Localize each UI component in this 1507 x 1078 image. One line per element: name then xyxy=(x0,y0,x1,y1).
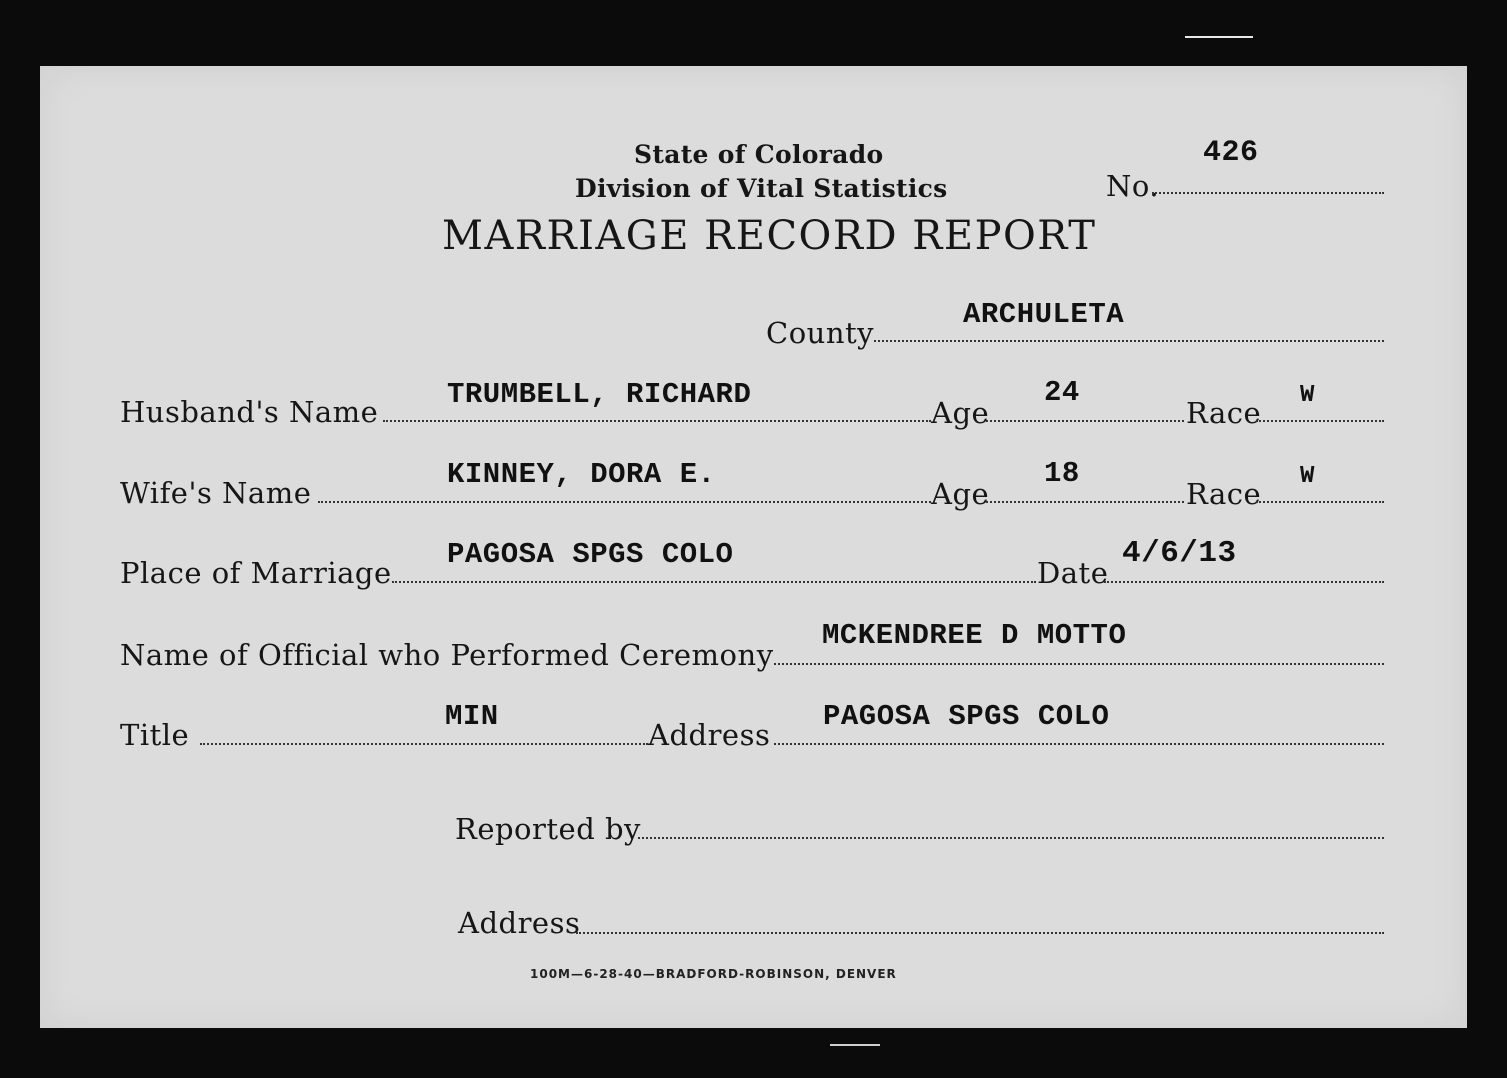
official-line xyxy=(774,663,1384,665)
husband-name-line xyxy=(383,420,931,422)
film-speck xyxy=(1185,36,1253,38)
title-line xyxy=(200,743,648,745)
wife-race-label: Race xyxy=(1186,477,1262,511)
county-line xyxy=(874,340,1384,342)
place-label: Place of Marriage xyxy=(120,556,392,590)
title-label: Title xyxy=(120,718,190,752)
record-number-line xyxy=(1152,192,1384,194)
page-title: MARRIAGE RECORD REPORT xyxy=(442,213,1097,259)
husband-race-line xyxy=(1256,420,1384,422)
husband-name-value: TRUMBELL, RICHARD xyxy=(447,378,752,411)
official-value: MCKENDREE D MOTTO xyxy=(822,619,1127,652)
wife-race-value: W xyxy=(1300,463,1315,490)
state-heading: State of Colorado xyxy=(634,140,884,169)
wife-race-line xyxy=(1256,501,1384,503)
wife-age-label: Age xyxy=(931,477,990,511)
official-address-line xyxy=(774,743,1384,745)
division-heading: Division of Vital Statistics xyxy=(575,174,948,203)
place-value: PAGOSA SPGS COLO xyxy=(447,538,734,571)
county-value: ARCHULETA xyxy=(963,298,1125,331)
printer-imprint: 100M—6-28-40—BRADFORD-ROBINSON, DENVER xyxy=(530,967,897,981)
official-address-value: PAGOSA SPGS COLO xyxy=(823,700,1110,733)
husband-race-value: W xyxy=(1300,382,1315,409)
reported-by-line xyxy=(638,837,1384,839)
record-number-label: No. xyxy=(1106,169,1160,203)
date-line xyxy=(1104,581,1384,583)
official-label: Name of Official who Performed Ceremony xyxy=(120,638,774,672)
wife-name-line xyxy=(318,501,931,503)
date-value: 4/6/13 xyxy=(1122,536,1237,571)
record-number-value: 426 xyxy=(1203,136,1259,170)
wife-age-value: 18 xyxy=(1044,457,1080,490)
wife-age-line xyxy=(986,501,1184,503)
reported-by-label: Reported by xyxy=(455,812,641,846)
wife-name-value: KINNEY, DORA E. xyxy=(447,458,716,491)
film-speck xyxy=(830,1044,880,1046)
husband-name-label: Husband's Name xyxy=(120,395,379,429)
official-address-label: Address xyxy=(648,718,771,752)
wife-name-label: Wife's Name xyxy=(120,476,312,510)
reporter-address-label: Address xyxy=(458,906,581,940)
date-label: Date xyxy=(1037,556,1109,590)
marriage-record-card xyxy=(40,66,1467,1028)
husband-race-label: Race xyxy=(1186,396,1262,430)
reporter-address-line xyxy=(576,932,1384,934)
county-label: County xyxy=(766,316,875,350)
husband-age-label: Age xyxy=(931,396,990,430)
husband-age-line xyxy=(986,420,1184,422)
place-line xyxy=(392,581,1036,583)
title-value: MIN xyxy=(445,700,499,733)
husband-age-value: 24 xyxy=(1044,376,1080,409)
